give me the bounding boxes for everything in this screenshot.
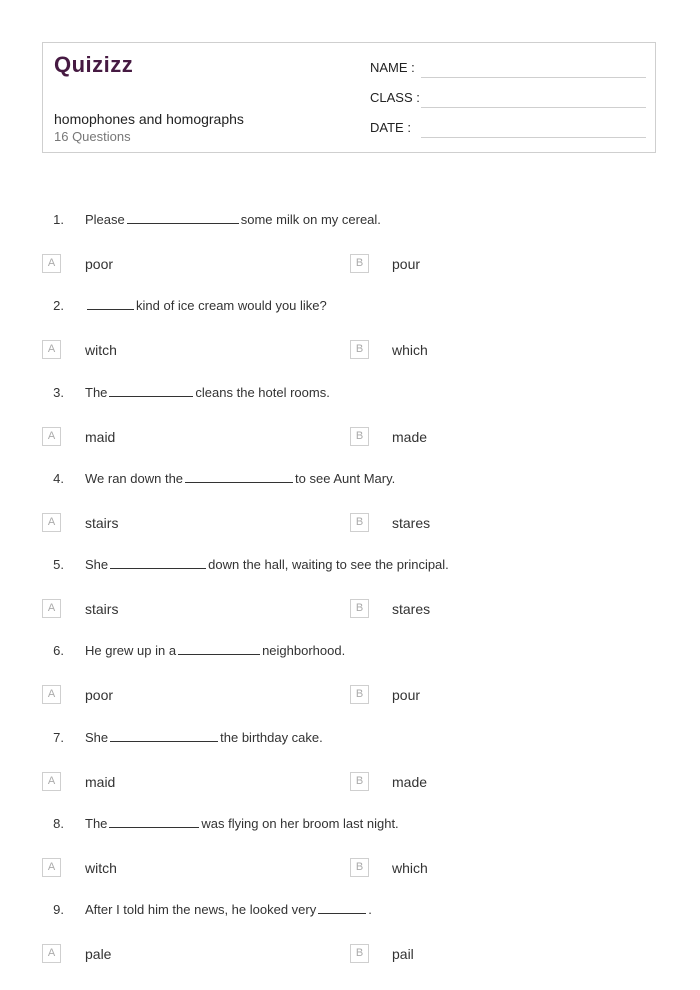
answer-blank <box>127 212 239 224</box>
question-row <box>0 902 700 922</box>
option-a-text[interactable]: maid <box>85 428 116 445</box>
answer-blank <box>109 385 193 397</box>
class-line <box>421 107 646 108</box>
option-a-box[interactable]: A <box>42 858 61 877</box>
question-text-after: kind of ice cream would you like? <box>136 298 327 314</box>
question-number: 8. <box>53 816 64 832</box>
worksheet-header <box>42 42 656 153</box>
option-b-box[interactable]: B <box>350 427 369 446</box>
question-text <box>85 471 395 486</box>
question-item <box>0 545 700 631</box>
quizizz-logo: Quizizz <box>54 52 134 77</box>
option-a-text[interactable]: stairs <box>85 601 119 618</box>
option-b-text[interactable]: pail <box>392 946 414 963</box>
option-a-box[interactable]: A <box>42 944 61 963</box>
date-field[interactable] <box>370 120 646 140</box>
option-b-text[interactable]: pour <box>392 256 421 272</box>
question-number: 6. <box>53 643 64 659</box>
option-a-text[interactable]: stairs <box>85 514 119 531</box>
option-a-text[interactable]: maid <box>85 773 116 790</box>
question-number: 9. <box>53 902 64 918</box>
question-text-after: neighborhood. <box>262 643 346 659</box>
question-number: 5. <box>53 557 64 573</box>
question-row <box>0 298 700 318</box>
question-text-before: She <box>85 729 109 745</box>
date-line <box>421 137 646 138</box>
answer-blank <box>178 643 260 655</box>
option-a-box[interactable]: A <box>42 599 61 618</box>
answer-blank <box>109 816 199 828</box>
question-text-before: The <box>85 816 108 832</box>
question-number: 7. <box>53 729 64 745</box>
question-number: 3. <box>53 384 64 400</box>
option-b-box[interactable]: B <box>350 772 369 791</box>
options-row <box>0 513 700 535</box>
options-row <box>0 427 700 449</box>
question-text-after: the birthday cake. <box>220 729 323 745</box>
question-text-after: to see Aunt Mary. <box>295 470 396 486</box>
question-text <box>85 212 381 227</box>
question-item <box>0 373 700 459</box>
question-item <box>0 718 700 804</box>
worksheet-title: homophones and homographs <box>54 111 244 127</box>
question-row <box>0 816 700 836</box>
option-a-text[interactable]: poor <box>85 687 114 704</box>
question-text-before: She <box>85 557 109 573</box>
question-text-before: The <box>85 384 108 400</box>
question-row <box>0 730 700 750</box>
question-number: 1. <box>53 212 64 227</box>
question-row <box>0 471 700 491</box>
name-field[interactable] <box>370 60 646 80</box>
question-text <box>85 730 323 745</box>
question-count: 16 Questions <box>54 129 131 144</box>
answer-blank <box>110 730 218 742</box>
class-field[interactable] <box>370 90 646 110</box>
option-a-text[interactable]: witch <box>85 342 117 359</box>
option-b-box[interactable]: B <box>350 858 369 877</box>
question-list <box>0 200 700 977</box>
option-b-box[interactable]: B <box>350 254 369 273</box>
option-b-text[interactable]: made <box>392 773 428 790</box>
options-row <box>0 340 700 362</box>
question-item <box>0 804 700 890</box>
options-row <box>0 599 700 621</box>
option-a-box[interactable]: A <box>42 254 61 273</box>
options-row <box>0 944 700 966</box>
question-row <box>0 385 700 405</box>
question-text-after: cleans the hotel rooms. <box>195 384 330 400</box>
question-row <box>0 643 700 663</box>
question-item <box>0 631 700 717</box>
answer-blank <box>87 298 134 310</box>
option-b-text[interactable]: which <box>392 342 428 359</box>
option-b-box[interactable]: B <box>350 944 369 963</box>
option-a-text[interactable]: witch <box>85 860 117 877</box>
question-text-before: Please <box>85 212 125 227</box>
question-text-before: He grew up in a <box>85 643 177 659</box>
answer-blank <box>185 471 293 483</box>
options-row <box>0 772 700 794</box>
question-text-before: We ran down the <box>85 470 184 486</box>
question-text <box>85 385 330 400</box>
option-a-box[interactable]: A <box>42 427 61 446</box>
option-b-text[interactable]: stares <box>392 601 431 618</box>
question-item <box>0 286 700 372</box>
question-text <box>85 643 345 658</box>
question-text <box>85 902 372 917</box>
class-label: CLASS : <box>370 90 420 105</box>
question-item <box>0 459 700 545</box>
option-b-box[interactable]: B <box>350 513 369 532</box>
option-b-text[interactable]: stares <box>392 514 431 531</box>
option-b-box[interactable]: B <box>350 685 369 704</box>
question-number: 4. <box>53 470 64 486</box>
option-b-text[interactable]: pour <box>392 687 421 704</box>
question-text-after: some milk on my cereal. <box>240 212 381 227</box>
question-text-after: . <box>368 902 372 918</box>
options-row <box>0 254 700 276</box>
question-row <box>0 212 700 232</box>
option-a-text[interactable]: pale <box>85 946 112 963</box>
date-label: DATE : <box>370 120 411 135</box>
answer-blank <box>318 902 366 914</box>
question-row <box>0 557 700 577</box>
option-a-box[interactable]: A <box>42 772 61 791</box>
question-text-before: After I told him the news, he looked very <box>85 902 317 918</box>
option-b-box[interactable]: B <box>350 340 369 359</box>
option-a-box[interactable]: A <box>42 340 61 359</box>
question-text-after: was flying on her broom last night. <box>201 816 399 832</box>
question-text-after: down the hall, waiting to see the principal. <box>208 557 449 573</box>
name-line <box>421 77 646 78</box>
question-text <box>85 298 327 313</box>
answer-blank <box>110 557 206 569</box>
question-number: 2. <box>53 298 64 314</box>
option-a-text[interactable]: poor <box>85 256 114 272</box>
question-item <box>0 890 700 976</box>
question-item <box>0 200 700 286</box>
question-text <box>85 816 399 831</box>
name-label: NAME : <box>370 60 415 75</box>
option-b-text[interactable]: made <box>392 428 428 445</box>
option-a-box[interactable]: A <box>42 513 61 532</box>
options-row <box>0 685 700 707</box>
options-row <box>0 858 700 880</box>
option-b-box[interactable]: B <box>350 599 369 618</box>
option-a-box[interactable]: A <box>42 685 61 704</box>
question-text <box>85 557 449 572</box>
option-b-text[interactable]: which <box>392 860 428 877</box>
